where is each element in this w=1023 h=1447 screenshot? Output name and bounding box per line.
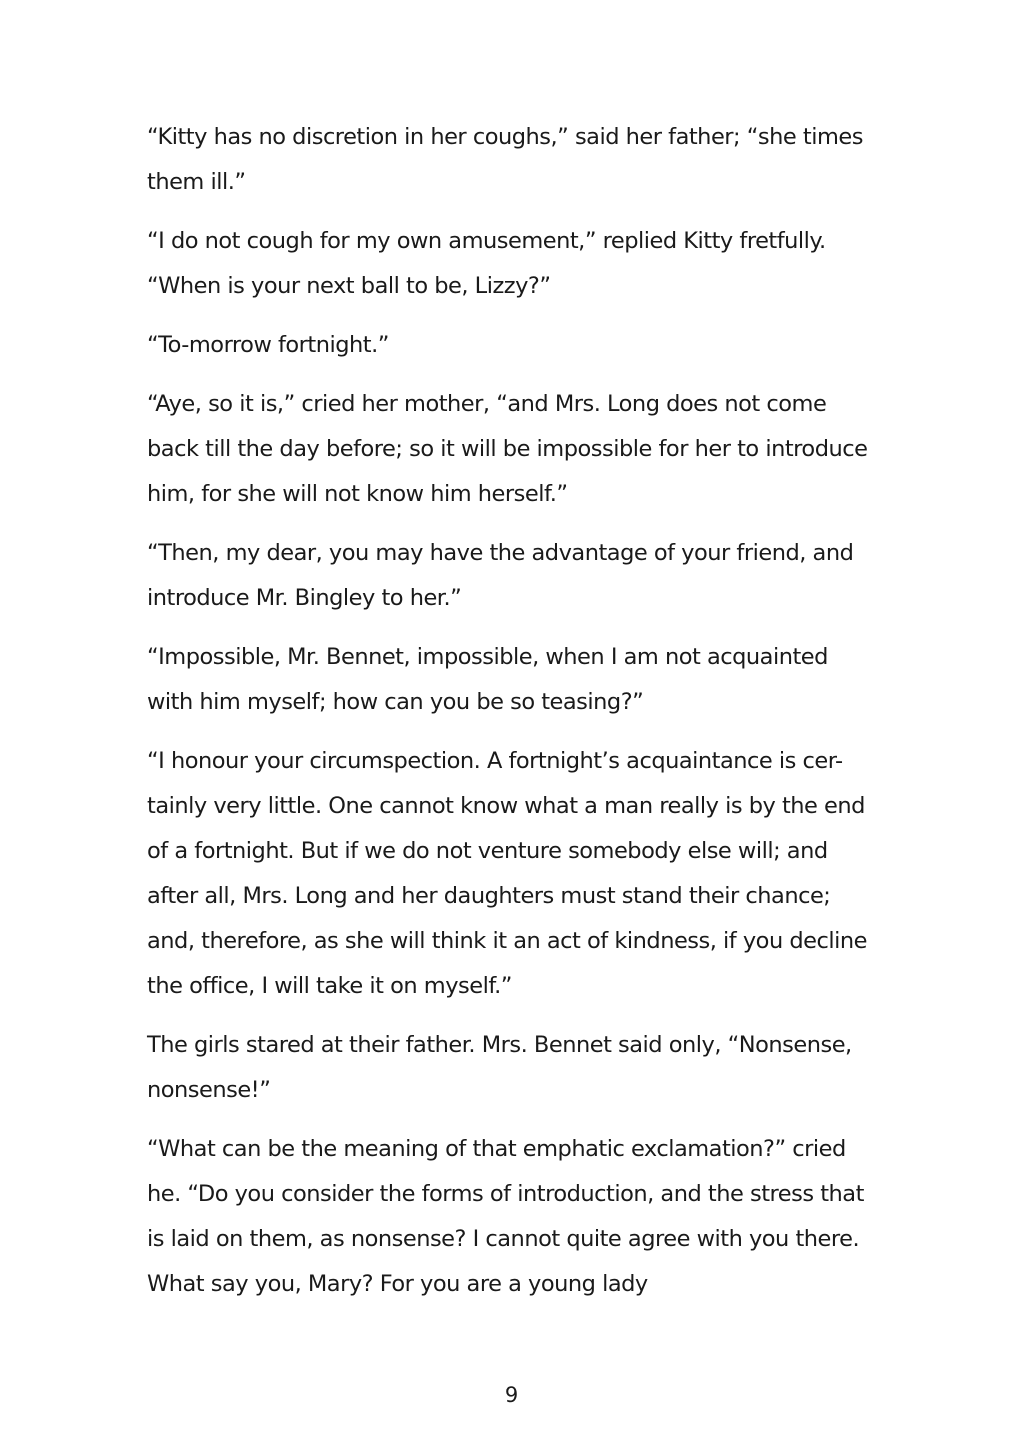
page-number: 9	[504, 1383, 519, 1407]
paragraph: “Impossible, Mr. Bennet, impossible, when I am not acquainted with him myself; how can you be so teasing?”	[147, 644, 828, 715]
paragraph: “What can be the meaning of that emphatic exclamation?” cried he. “Do you consider the forms of introduction, and the stress that is laid on them, as nonsense? I cannot quite agree with you there. What say you, Mary? For you are a young lady	[147, 1136, 864, 1297]
paragraph: The girls stared at their father. Mrs. Bennet said only, “Nonsense, nonsense!”	[147, 1032, 852, 1103]
paragraph: “I honour your circumspection. A fortnight’s acquaintance is cer- tainly very little. One cannot know what a man really is by the end of a fortnight. But if we do not venture somebody else will; and after all, Mrs. Long and her daughters must stand their chance; and, therefore, as she will think it an act of kindness, if you decline the office, I will take it on myself.”	[147, 748, 867, 999]
body-text	[147, 115, 875, 1321]
paragraph: “Then, my dear, you may have the advantage of your friend, and introduce Mr. Bingley to her.”	[147, 540, 854, 611]
paragraph: “To-morrow fortnight.”	[147, 332, 389, 358]
paragraph: “I do not cough for my own amusement,” replied Kitty fretfully. “When is your next ball to be, Lizzy?”	[147, 228, 826, 299]
paragraph: “Kitty has no discretion in her coughs,” said her father; “she times them ill.”	[147, 124, 863, 195]
paragraph: “Aye, so it is,” cried her mother, “and Mrs. Long does not come back till the day before; so it will be impossible for her to introduce him, for she will not know him herself.”	[147, 391, 868, 507]
